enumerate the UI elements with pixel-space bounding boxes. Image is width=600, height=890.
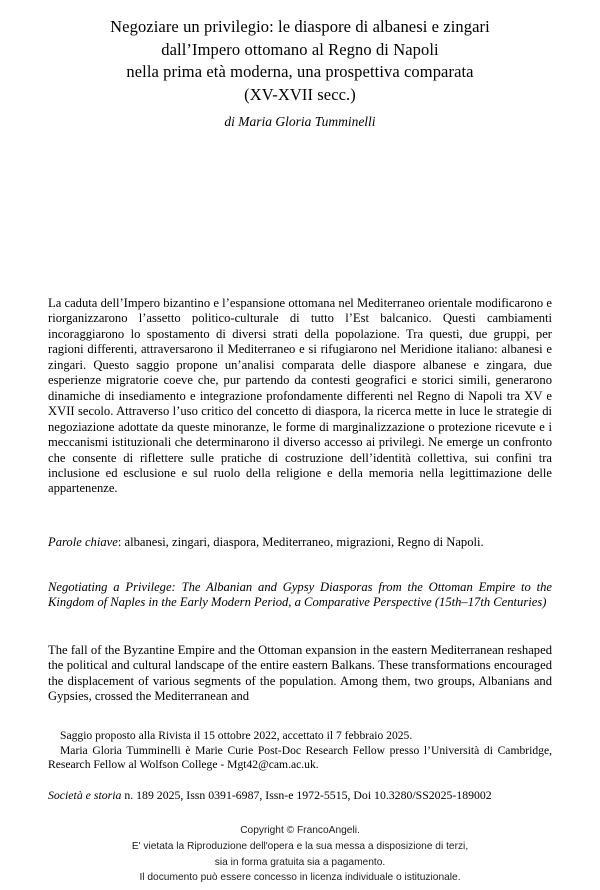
copyright-line-1: Copyright © FrancoAngeli. (240, 825, 360, 836)
author-byline: di Maria Gloria Tumminelli (224, 114, 376, 129)
footnote-block (48, 729, 552, 773)
footnote-line-2: Maria Gloria Tumminelli è Marie Curie Post-Doc Research Fellow presso l’Università di Cambridge, Research Fellow al Wolfson College - Mgt42@cam.ac.uk. (48, 743, 552, 772)
copyright-footer (0, 823, 600, 886)
journal-name: Società e storia (48, 788, 122, 802)
abstract-english: The fall of the Byzantine Empire and the Ottoman expansion in the eastern Mediterranean reshaped the political and cultural landscape of the entire eastern Balkans. These transformations encouraged the displacement of various segments of the population. Among them, two groups, Albanians and Gypsies, crossed the Mediterranean and (48, 643, 552, 704)
keywords-separator: : (117, 535, 125, 549)
title-line-2: dall’Impero ottomano al Regno di Napoli (161, 39, 439, 59)
keywords-value: albanesi, zingari, diaspora, Mediterraneo, migrazioni, Regno di Napoli. (124, 535, 484, 549)
copyright-line-3: sia in forma gratuita sia a pagamento. (214, 856, 386, 868)
abstract-italian: La caduta dell’Impero bizantino e l’espansione ottomana nel Mediterraneo orientale modificarono e riorganizzarono l’assetto politico-culturale di tutto l’Est balcanico. Questi cambiamenti incoraggiarono lo spostamento di diversi strati della popolazione. Tra questi, due gruppi, per ragioni differenti, attraversarono il Mediterraneo e si rifugiarono nel Meridione italiano: albanesi e zingari. Questo saggio propone un’analisi comparata delle diaspore albanese e zingara, due esperienze migratorie coeve che, pur partendo da contesti geografici e storici simili, generarono dinamiche di insediamento e integrazione profondamente differenti nel Regno di Napoli tra XV e XVII secolo. Attraverso l’uso critico del concetto di diaspora, la ricerca mette in luce le strategie di negoziazione adottate da queste minoranze, le forme di marginalizzazione o protezione ricevute e i meccanismi istituzionali che determinarono il diverso accesso ai privilegi. Ne emerge un confronto che consente di riflettere sulle pratiche di costruzione dell’identità collettiva, sui confini tra inclusione ed esclusione e sul ruolo della religione e della memoria nella legittimazione delle appartenenze. (48, 296, 552, 496)
journal-details: n. 189 2025, Issn 0391-6987, Issn-e 1972-5515, Doi 10.3280/SS2025-189002 (121, 788, 492, 802)
page-title (48, 16, 552, 106)
copyright-line-2: E' vietata la Riproduzione dell'opera e la sua messa a disposizione di terzi, (131, 840, 469, 852)
keywords-line (48, 535, 552, 550)
keywords-label: Parole chiave (48, 535, 118, 549)
copyright-line-4: Il documento può essere concesso in licenza individuale o istituzionale. (139, 872, 461, 884)
title-line-3: nella prima età moderna, una prospettiva comparata (126, 62, 474, 81)
title-line-1: Negoziare un privilegio: le diaspore di albanesi e zingari (110, 17, 490, 36)
journal-citation (48, 788, 568, 802)
footnote-line-1: Saggio proposto alla Rivista il 15 ottobre 2022, accettato il 7 febbraio 2025. (60, 729, 413, 742)
title-english: Negotiating a Privilege: The Albanian and Gypsy Diasporas from the Ottoman Empire to the Kingdom of Naples in the Early Modern Period, a Comparative Perspective (15th–17th Centuries) (48, 580, 552, 610)
title-line-4: (XV-XVII secc.) (244, 84, 356, 104)
